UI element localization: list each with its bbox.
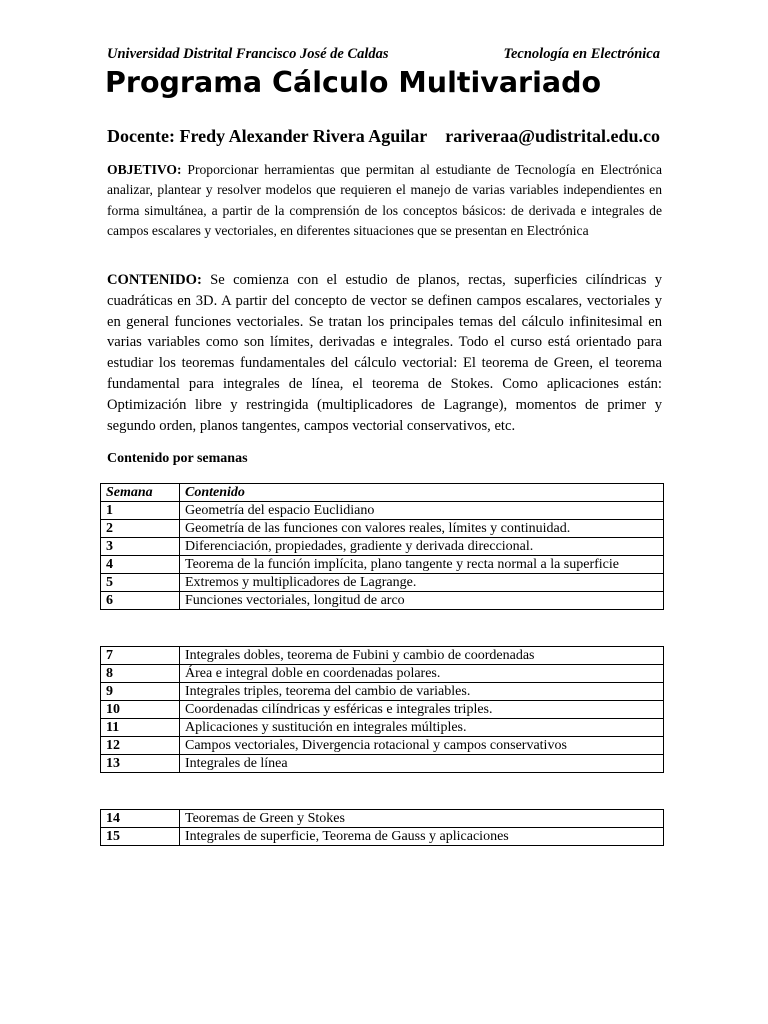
week-content: Geometría de las funciones con valores reales, límites y continuidad. — [180, 520, 664, 538]
column-header-content: Contenido — [180, 484, 664, 502]
week-content: Geometría del espacio Euclidiano — [180, 502, 664, 520]
week-content: Campos vectoriales, Divergencia rotacional y campos conservativos — [180, 737, 664, 755]
week-number: 7 — [101, 647, 180, 665]
week-content: Diferenciación, propiedades, gradiente y derivada direccional. — [180, 538, 664, 556]
week-number: 10 — [101, 701, 180, 719]
schedule-table-2 — [100, 646, 664, 773]
week-content: Teorema de la función implícita, plano tangente y recta normal a la superficie — [180, 556, 664, 574]
program-name: Tecnología en Electrónica — [503, 46, 660, 62]
column-header-week: Semana — [101, 484, 180, 502]
week-number: 1 — [101, 502, 180, 520]
week-content: Aplicaciones y sustitución en integrales múltiples. — [180, 719, 664, 737]
week-content: Integrales de línea — [180, 755, 664, 773]
week-number: 12 — [101, 737, 180, 755]
table-row — [101, 502, 664, 520]
teacher-email: rariveraa@udistrital.edu.co — [445, 126, 660, 146]
week-number: 6 — [101, 592, 180, 610]
week-number: 2 — [101, 520, 180, 538]
week-number: 5 — [101, 574, 180, 592]
week-content: Integrales triples, teorema del cambio de variables. — [180, 683, 664, 701]
week-number: 11 — [101, 719, 180, 737]
table-row — [101, 556, 664, 574]
page-header — [107, 46, 660, 63]
objetivo-label: OBJETIVO: — [107, 162, 182, 177]
teacher-row — [107, 126, 660, 147]
table-row — [101, 574, 664, 592]
table-row — [101, 737, 664, 755]
teacher-label: Docente: Fredy Alexander Rivera Aguilar — [107, 126, 428, 146]
table-row — [101, 719, 664, 737]
week-content: Teoremas de Green y Stokes — [180, 810, 664, 828]
contenido-label: CONTENIDO: — [107, 272, 202, 288]
table-row — [101, 755, 664, 773]
week-content: Área e integral doble en coordenadas polares. — [180, 665, 664, 683]
table-row — [101, 520, 664, 538]
table-row — [101, 810, 664, 828]
table-header-row — [101, 484, 664, 502]
week-number: 15 — [101, 828, 180, 846]
objetivo-paragraph — [107, 160, 662, 242]
week-content: Funciones vectoriales, longitud de arco — [180, 592, 664, 610]
week-content: Integrales dobles, teorema de Fubini y cambio de coordenadas — [180, 647, 664, 665]
table-row — [101, 592, 664, 610]
schedule-table-1 — [100, 483, 664, 610]
week-content: Extremos y multiplicadores de Lagrange. — [180, 574, 664, 592]
table-row — [101, 683, 664, 701]
contenido-paragraph — [107, 270, 662, 436]
week-content: Coordenadas cilíndricas y esféricas e integrales triples. — [180, 701, 664, 719]
table-row — [101, 647, 664, 665]
schedule-heading: Contenido por semanas — [107, 451, 248, 466]
university-name: Universidad Distrital Francisco José de Caldas — [107, 46, 389, 62]
week-number: 8 — [101, 665, 180, 683]
week-number: 14 — [101, 810, 180, 828]
week-number: 13 — [101, 755, 180, 773]
table-row — [101, 665, 664, 683]
week-content: Integrales de superficie, Teorema de Gauss y aplicaciones — [180, 828, 664, 846]
table-row — [101, 701, 664, 719]
contenido-text: Se comienza con el estudio de planos, rectas, superficies cilíndricas y cuadráticas en 3D. A partir del concepto de vector se definen campos escalares, vectoriales y en general funciones vectoriales. Se tratan los principales temas del cálculo infinitesimal en varias variables como son límites, derivadas e integrales. Todo el curso está orientado para estudiar los teoremas fundamentales del cálculo vectorial: El teorema de Green, el teorema fundamental para integrales de línea, el teorema de Stokes. Como aplicaciones están: Optimización libre y restringida (multiplicadores de Lagrange), momentos de primer y segundo orden, planos tangentes, campos vectorial conservativos, etc. — [107, 272, 662, 434]
week-number: 9 — [101, 683, 180, 701]
schedule-table-3 — [100, 809, 664, 846]
table-row — [101, 828, 664, 846]
objetivo-text: Proporcionar herramientas que permitan al estudiante de Tecnología en Electrónica analizar, plantear y resolver modelos que requieren el manejo de varias variables independientes en forma simultánea, a partir de la comprensión de los conceptos básicos: de derivada e integrales de campos escalares y vectoriales, en diferentes situaciones que se presentan en Electrónica — [107, 162, 662, 239]
week-number: 3 — [101, 538, 180, 556]
week-number: 4 — [101, 556, 180, 574]
page-title: Programa Cálculo Multivariado — [105, 66, 602, 99]
table-row — [101, 538, 664, 556]
